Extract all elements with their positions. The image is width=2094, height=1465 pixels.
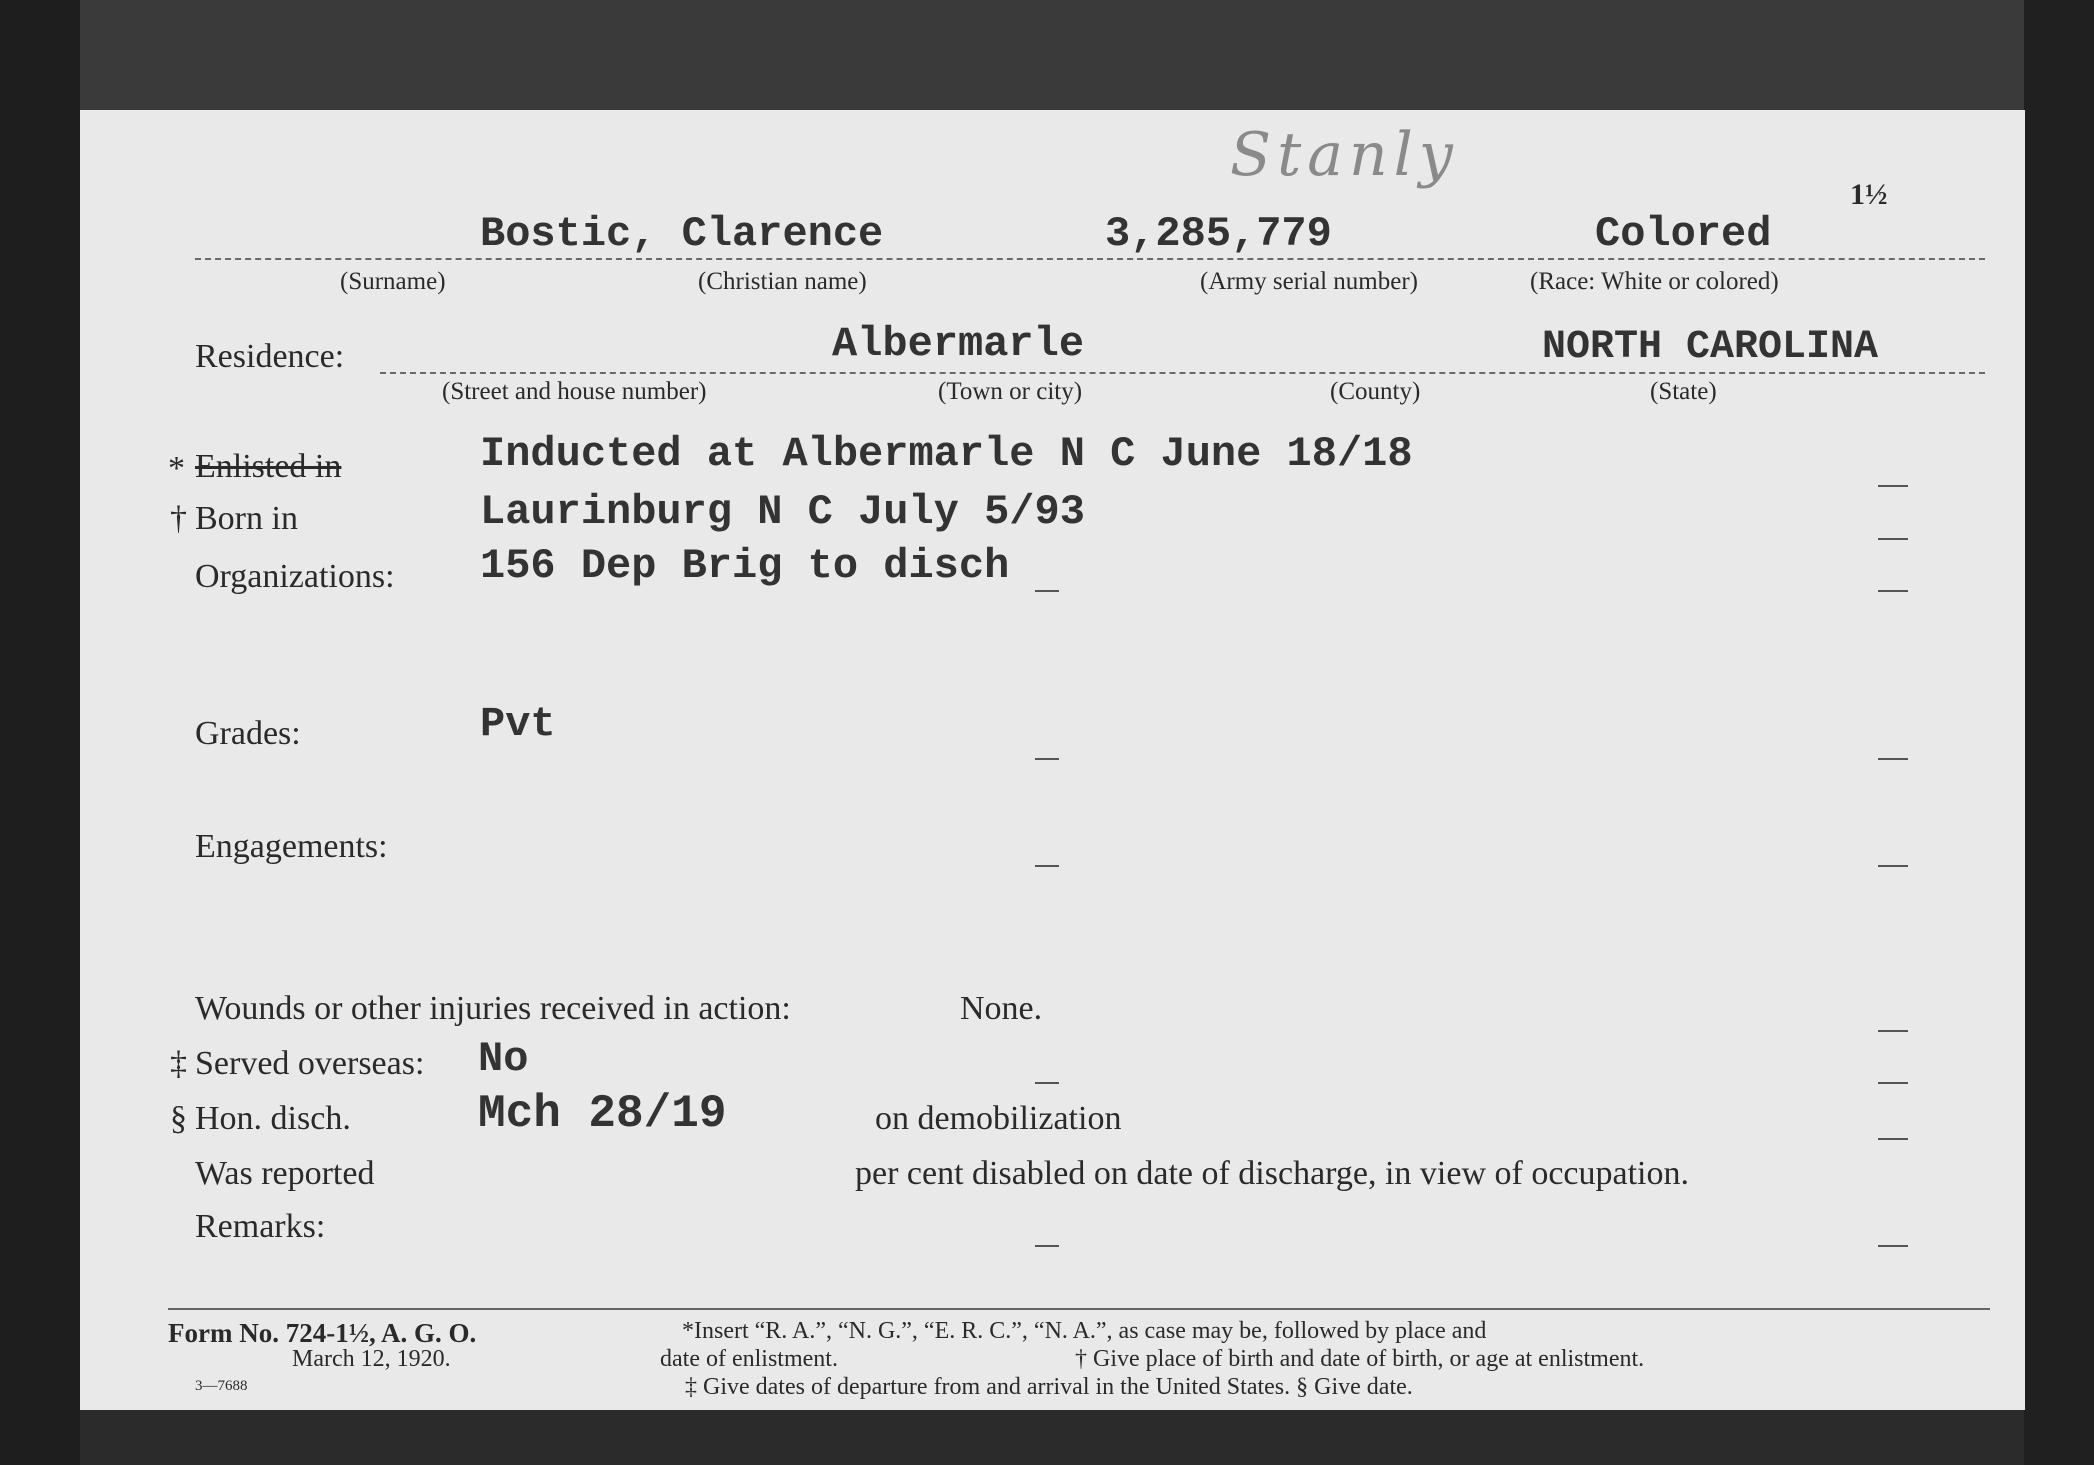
discharge-label: Hon. disch. bbox=[195, 1100, 351, 1137]
caption-county: (County) bbox=[1330, 378, 1421, 405]
scanner-backdrop-right bbox=[2024, 0, 2094, 1465]
surname-christian-name: Bostic, Clarence bbox=[480, 210, 884, 258]
caption-town: (Town or city) bbox=[938, 378, 1083, 405]
organizations-value: 156 Dep Brig to disch bbox=[480, 542, 1010, 590]
grades-label: Grades: bbox=[195, 715, 301, 752]
scanner-backdrop-left bbox=[0, 0, 80, 1465]
caption-state: (State) bbox=[1650, 378, 1717, 405]
fraction-mark: 1½ bbox=[1850, 178, 1888, 211]
born-value: Laurinburg N C July 5/93 bbox=[480, 488, 1085, 536]
caption-street: (Street and house number) bbox=[442, 378, 707, 405]
overseas-mid-tick bbox=[1035, 1082, 1059, 1084]
wounds-tick bbox=[1878, 1030, 1908, 1032]
footnote-birth: † Give place of birth and date of birth, or age at enlistment. bbox=[1075, 1346, 1645, 1372]
overseas-tick bbox=[1878, 1082, 1908, 1084]
discharge-value: Mch 28/19 bbox=[478, 1088, 727, 1140]
remarks-tick bbox=[1878, 1245, 1908, 1247]
wounds-label: Wounds or other injuries received in action: bbox=[195, 990, 791, 1027]
caption-christian-name: (Christian name) bbox=[698, 268, 867, 295]
reported-suffix: per cent disabled on date of discharge, in view of occupation. bbox=[855, 1155, 1689, 1192]
discharge-mark: § bbox=[170, 1100, 187, 1137]
header-dashed-line bbox=[195, 258, 1985, 260]
residence-label: Residence: bbox=[195, 338, 345, 375]
race-value: Colored bbox=[1595, 210, 1772, 258]
residence-dashed-line bbox=[380, 372, 1985, 374]
footnote-insert: *Insert “R. A.”, “N. G.”, “E. R. C.”, “N. A.”, as case may be, followed by place and bbox=[682, 1318, 1487, 1344]
enlisted-value: Inducted at Albermarle N C June 18/18 bbox=[480, 430, 1413, 478]
grades-mid-tick bbox=[1035, 758, 1059, 760]
grades-value: Pvt bbox=[480, 700, 556, 748]
footer-rule bbox=[168, 1308, 1990, 1310]
scanner-backdrop-top bbox=[0, 0, 2094, 110]
discharge-suffix: on demobilization bbox=[875, 1100, 1122, 1137]
army-serial-number: 3,285,779 bbox=[1105, 210, 1332, 258]
engagements-mid-tick bbox=[1035, 865, 1059, 867]
footnote-enlistment: date of enlistment. bbox=[660, 1346, 838, 1372]
handwritten-county-note: Stanly bbox=[1230, 120, 1459, 190]
caption-surname: (Surname) bbox=[340, 268, 446, 295]
engagements-tick bbox=[1878, 865, 1908, 867]
form-date: March 12, 1920. bbox=[292, 1346, 451, 1372]
caption-race: (Race: White or colored) bbox=[1530, 268, 1779, 295]
born-mark: † bbox=[170, 500, 187, 537]
born-label: Born in bbox=[195, 500, 298, 537]
organizations-mid-tick bbox=[1035, 590, 1059, 592]
caption-serial: (Army serial number) bbox=[1200, 268, 1418, 295]
footnote-overseas: ‡ Give dates of departure from and arrival in the United States. § Give date. bbox=[685, 1374, 1413, 1400]
residence-town: Albermarle bbox=[832, 320, 1085, 368]
born-tick bbox=[1878, 538, 1908, 540]
enlisted-tick bbox=[1878, 485, 1908, 487]
print-number: 3—7688 bbox=[195, 1378, 248, 1394]
grades-tick bbox=[1878, 758, 1908, 760]
discharge-tick bbox=[1878, 1138, 1908, 1140]
remarks-label: Remarks: bbox=[195, 1208, 326, 1245]
overseas-value: No bbox=[478, 1035, 529, 1083]
overseas-label: Served overseas: bbox=[195, 1045, 425, 1082]
organizations-label: Organizations: bbox=[195, 558, 395, 595]
service-record-card bbox=[80, 110, 2025, 1410]
reported-label: Was reported bbox=[195, 1155, 375, 1192]
organizations-tick bbox=[1878, 590, 1908, 592]
wounds-value: None. bbox=[960, 990, 1043, 1027]
overseas-mark: ‡ bbox=[170, 1045, 187, 1082]
form-number: Form No. 724-1½, A. G. O. bbox=[168, 1318, 477, 1348]
enlisted-mark: * bbox=[168, 450, 185, 487]
residence-state: NORTH CAROLINA bbox=[1542, 325, 1879, 370]
remarks-mid-tick bbox=[1035, 1245, 1059, 1247]
engagements-label: Engagements: bbox=[195, 828, 388, 865]
enlisted-label: Enlisted in bbox=[195, 448, 342, 485]
